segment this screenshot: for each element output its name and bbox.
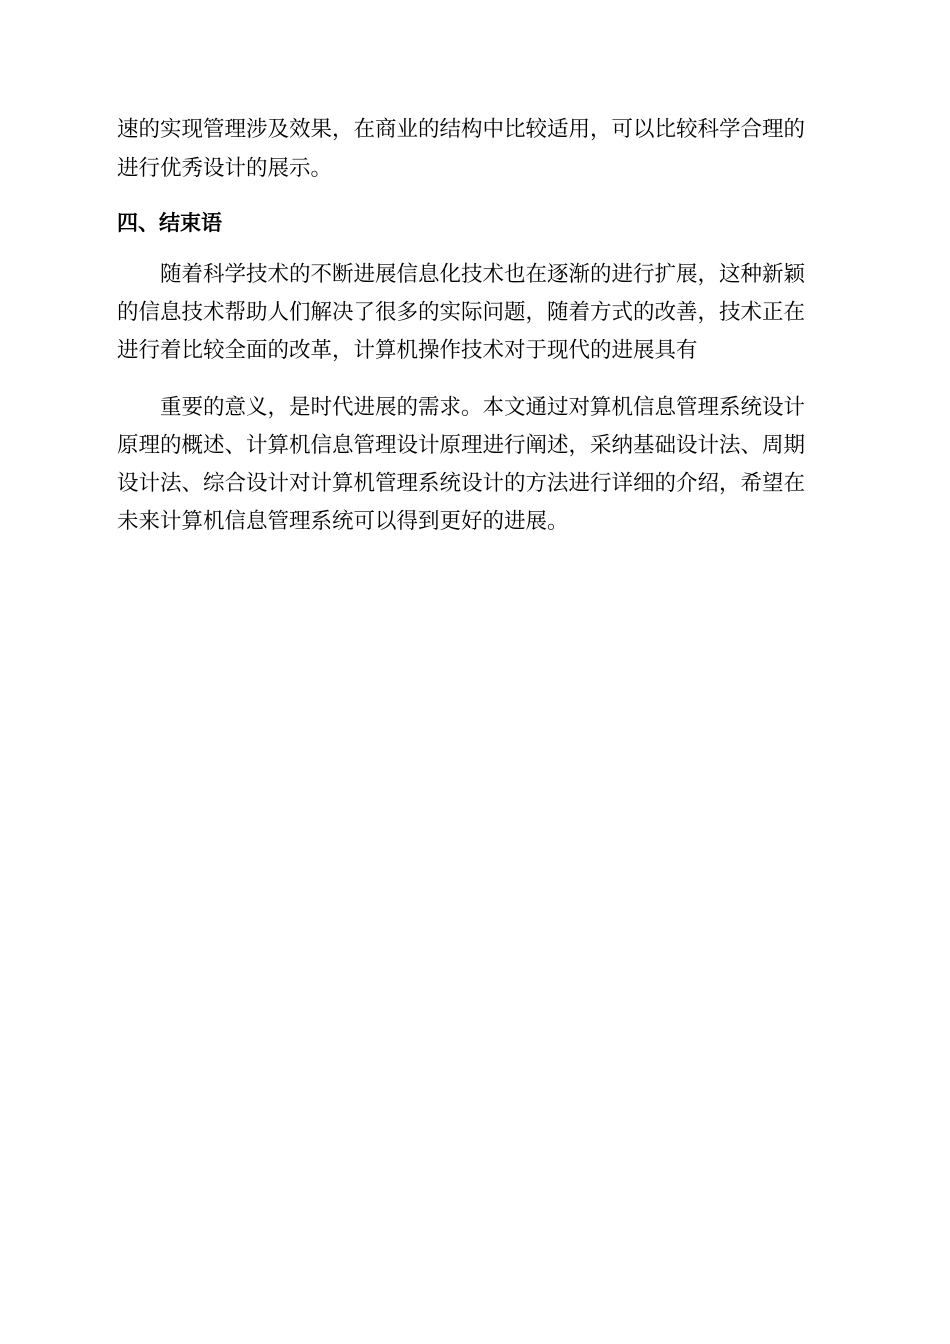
paragraph-first-line: 随着科学技术的不断进展信息化技术也在逐渐的进行扩展，这种新颖 (160, 262, 806, 287)
body-text-line: 速的实现管理涉及效果，在商业的结构中比较适用，可以比较科学合理的 (117, 117, 806, 142)
body-text-line: 的信息技术帮助人们解决了很多的实际问题，随着方式的改善，技术正在 (117, 300, 806, 325)
section-heading: 四、结束语 (117, 211, 222, 235)
body-text-line: 设计法、综合设计对计算机管理系统设计的方法进行详细的介绍，希望在 (117, 471, 806, 496)
paragraph-first-line: 重要的意义，是时代进展的需求。本文通过对算机信息管理系统设计 (160, 395, 806, 420)
body-text-line: 进行优秀设计的展示。 (117, 156, 333, 181)
body-text-line: 未来计算机信息管理系统可以得到更好的进展。 (117, 509, 569, 534)
body-text-line: 原理的概述、计算机信息管理设计原理进行阐述，采纳基础设计法、周期 (117, 433, 806, 458)
body-text-line: 进行着比较全面的改革，计算机操作技术对于现代的进展具有 (117, 338, 698, 363)
